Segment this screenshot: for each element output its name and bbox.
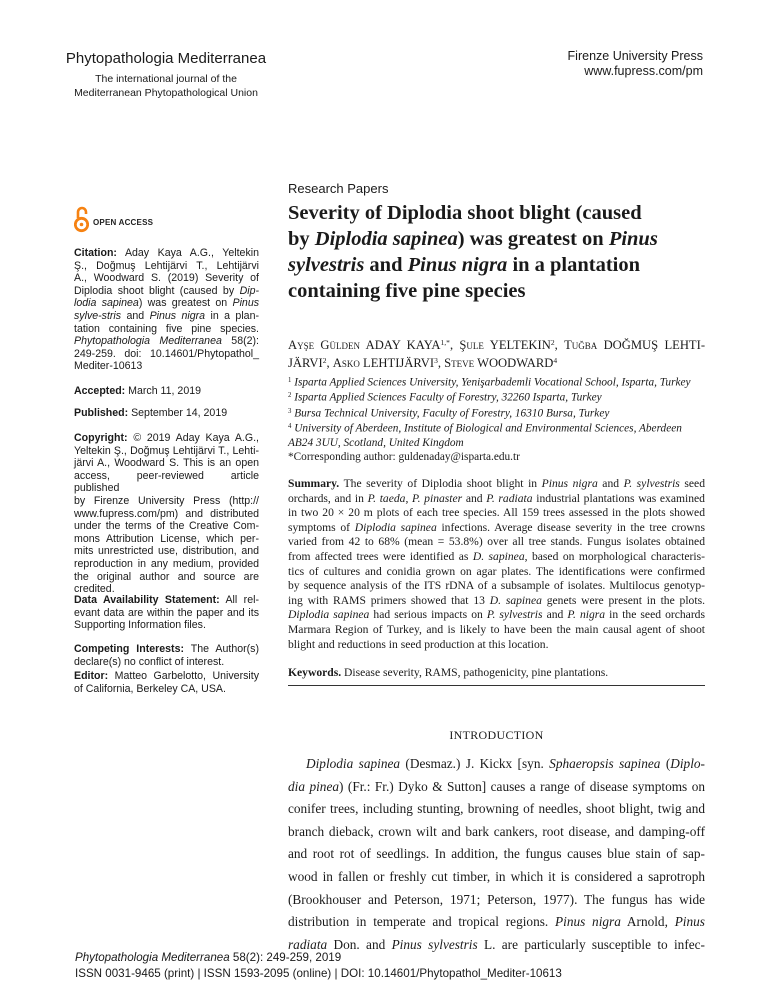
text-span: Arnold, xyxy=(620,914,675,930)
text-span: D. sapinea xyxy=(489,593,542,607)
text-span: (Brookhouser and Peterson, 1971; Peterson, 1977). The fungus has wide xyxy=(288,891,705,907)
journal-name: Phytopathologia Mediterranea xyxy=(65,50,267,67)
text-span: L. are particularly susceptible to infec- xyxy=(477,936,705,952)
text-span: Pinus nigra xyxy=(555,914,621,930)
text-span: Data Availability Statement: xyxy=(74,594,220,606)
text-span: Diplodia sapinea xyxy=(354,520,437,534)
text-span: sylvestris xyxy=(288,254,365,276)
text-span: DOĞMUŞ LEHTI- xyxy=(597,337,706,352)
text-line xyxy=(74,385,259,398)
text-span: Bursa Technical University, Faculty of Forestry, 16310 Bursa, Turkey xyxy=(291,407,610,420)
text-line xyxy=(288,200,718,226)
text-line xyxy=(74,470,259,495)
text-span: 1,* xyxy=(440,338,450,347)
data-availability xyxy=(74,594,259,632)
text-span: Steve xyxy=(444,355,475,370)
text-span: A., Woodward S. (2019) Severity of xyxy=(74,272,259,285)
text-span: Mediter-10613 xyxy=(74,360,143,373)
text-span: 249-259. doi: 10.14601/Phytopathol_ xyxy=(74,347,259,360)
text-line xyxy=(74,260,259,273)
text-span: mits unrestricted use, distribution, and xyxy=(74,545,259,558)
text-span: Pinus xyxy=(674,914,705,930)
text-line xyxy=(288,608,705,623)
text-span: had serious impacts on xyxy=(369,608,487,622)
text-span: Keywords. xyxy=(288,666,342,679)
text-span: ISSN 0031-9465 (print) | ISSN 1593-2095 (online) | DOI: 10.14601/Phytopathol_Mediter-10613 xyxy=(75,967,562,980)
text-span: järvi A., Woodward S. This is an open xyxy=(74,457,259,470)
text-line xyxy=(74,558,259,571)
text-span: Diplo- xyxy=(670,756,705,771)
text-span: reproduction in any medium, provided xyxy=(74,557,259,570)
summary xyxy=(288,477,705,652)
text-span: ( xyxy=(660,756,671,771)
text-line xyxy=(74,594,259,607)
text-span: Diplodia sapinea xyxy=(314,228,458,250)
text-span: University of Aberdeen, Institute of Biological and Environmental Sciences, Aberdeen xyxy=(291,422,682,435)
introduction-text xyxy=(288,753,705,956)
text-line xyxy=(288,335,705,353)
text-span: P. sylvestris xyxy=(486,608,543,622)
text-span: infections. Average disease severity in the tree crowns xyxy=(436,520,705,534)
text-span: P. nigra xyxy=(567,608,606,622)
text-line xyxy=(74,348,259,361)
journal-subtitle-line: The international journal of the xyxy=(95,73,237,85)
text-line xyxy=(75,950,562,966)
text-span: Summary. xyxy=(288,477,340,490)
text-line xyxy=(74,619,259,632)
text-line xyxy=(288,226,718,252)
text-line xyxy=(288,753,705,776)
text-line xyxy=(288,594,705,609)
text-span: by Firenze University Press (http:// xyxy=(74,494,259,507)
text-line xyxy=(74,335,259,348)
article-title xyxy=(288,200,718,304)
text-span: Phytopathologia Mediterranea xyxy=(75,951,230,964)
editor xyxy=(74,670,259,695)
text-span: All rel- xyxy=(219,594,259,606)
accepted-date xyxy=(74,385,259,398)
text-span: access, peer-reviewed article published xyxy=(74,469,259,495)
text-span: Ayşe Gülden xyxy=(288,337,360,352)
text-span: ) was greatest on xyxy=(138,297,233,310)
journal-subtitle xyxy=(40,72,292,100)
text-span: mons Attribution License, which per- xyxy=(74,532,259,545)
text-span: Isparta Applied Sciences Faculty of Forestry, 32260 Isparta, Turkey xyxy=(291,391,602,404)
text-span: WOODWARD xyxy=(474,355,554,370)
text-span: by sequence analysis of the ITS rDNA of a subsample of isolates. Multilocus genotyp- xyxy=(288,579,705,593)
text-span: © 2019 Aday Kaya A.G., xyxy=(127,432,259,444)
text-span: Accepted: xyxy=(74,385,126,397)
text-span: in the seed orchards xyxy=(605,608,705,622)
text-line xyxy=(288,436,705,450)
publisher-info xyxy=(568,49,703,79)
text-span: radiata xyxy=(288,936,328,952)
text-span: tation containing five pine species. xyxy=(74,322,259,335)
text-line xyxy=(74,683,259,696)
text-span: Diplodia shoot blight (caused by xyxy=(74,284,240,297)
text-span: Marmara Region of Turkey, and is likely to have been the main causal agent of shoot xyxy=(288,622,705,636)
text-line xyxy=(74,323,259,336)
text-span: Isparta Applied Sciences University, Yenişarbademli Vocational School, Isparta, Turkey xyxy=(291,376,691,389)
open-access-badge xyxy=(74,206,153,238)
text-line xyxy=(74,407,259,420)
text-line xyxy=(74,310,259,323)
text-span: containing five pine species xyxy=(288,280,526,302)
text-span: Supporting Information files. xyxy=(74,619,206,632)
text-span: March 11, 2019 xyxy=(125,385,201,397)
text-span: YELTEKIN xyxy=(483,337,551,352)
text-line xyxy=(288,405,705,420)
text-span: Pinus xyxy=(232,297,260,310)
text-span: Ş., Doğmuş Lehtijärvi T., Lehtijärvi xyxy=(74,259,259,272)
text-span: 3 xyxy=(288,407,292,415)
text-span: Aday Kaya A.G., Yeltekin xyxy=(116,247,259,259)
text-span: , xyxy=(326,355,333,370)
text-span: 3 xyxy=(434,355,438,365)
text-span: Copyright: xyxy=(74,432,128,444)
text-span: The severity of Diplodia shoot blight in xyxy=(339,477,542,490)
text-line xyxy=(288,666,705,680)
text-line xyxy=(288,889,705,912)
text-span: and xyxy=(121,309,150,322)
text-span: Diplodia sapinea xyxy=(306,756,401,771)
text-line xyxy=(74,297,259,310)
text-line xyxy=(288,776,705,799)
text-line xyxy=(74,445,259,458)
text-line xyxy=(288,623,705,638)
text-span: and xyxy=(364,254,408,276)
text-line xyxy=(288,506,705,521)
text-span: evant data are within the paper and its xyxy=(74,606,259,619)
text-line xyxy=(74,533,259,546)
text-span: from affected trees were identified as xyxy=(288,549,473,563)
text-span: LEHTIJÄRVI xyxy=(359,355,435,370)
divider xyxy=(288,685,705,686)
section-label: Research Papers xyxy=(288,181,389,196)
text-line xyxy=(288,374,705,389)
text-span: , xyxy=(554,337,565,352)
text-span: D. sapinea xyxy=(472,549,525,563)
text-span: and xyxy=(542,608,568,622)
text-span: , xyxy=(437,355,445,370)
text-span: Dip- xyxy=(239,284,259,297)
text-span: 2 xyxy=(322,355,327,365)
text-span: P. radiata xyxy=(486,491,533,505)
keywords xyxy=(288,666,705,680)
published-date xyxy=(74,407,259,420)
text-line xyxy=(288,420,705,435)
text-span: Citation: xyxy=(74,247,117,259)
publisher-name: Firenze University Press xyxy=(567,49,703,63)
text-span: 2 xyxy=(288,392,292,400)
citation xyxy=(74,247,259,373)
text-span: declare(s) no conflict of interest. xyxy=(74,655,225,668)
text-line xyxy=(288,353,705,371)
text-span: September 14, 2019 xyxy=(128,407,228,419)
text-line xyxy=(74,432,259,445)
text-span: distribution in temperate and tropical regions. xyxy=(288,914,555,930)
text-line xyxy=(288,911,705,934)
text-span: (Desmaz.) J. Kickx [syn. xyxy=(400,756,550,771)
text-line xyxy=(288,843,705,866)
text-line xyxy=(74,285,259,298)
text-span: tics of cultures and conidia grown on agar plates. The identifications were confirmed xyxy=(288,564,705,578)
text-span: credited. xyxy=(74,583,115,596)
text-span: Pinus nigra xyxy=(149,309,206,322)
affiliations xyxy=(288,374,705,464)
text-span: varied from 42 to 68% (mean = 53.8%) over all tree stands. Fungus isolates obtained xyxy=(288,535,705,549)
text-line xyxy=(288,866,705,889)
text-span: Asko xyxy=(332,355,360,370)
text-span: , based on morphological characteris- xyxy=(524,549,705,563)
text-line xyxy=(74,545,259,558)
text-span: AB24 3UU, Scotland, United Kingdom xyxy=(288,436,464,449)
text-span: www.fupress.com/pm) and distributed xyxy=(74,507,259,520)
text-span: and xyxy=(462,491,487,505)
text-span: seed xyxy=(679,477,705,490)
text-line xyxy=(288,821,705,844)
text-span: and xyxy=(597,477,624,490)
text-line xyxy=(288,798,705,821)
text-span: conifer trees, including stunting, browning of needles, shoot blight, twig and xyxy=(288,801,705,817)
text-span: JÄRVI xyxy=(288,355,323,370)
text-span: under the terms of the Creative Com- xyxy=(74,520,259,533)
text-span: P. taeda, P. pinaster xyxy=(367,491,463,505)
text-line xyxy=(288,638,705,653)
text-span: , xyxy=(449,337,460,352)
text-line xyxy=(74,643,259,656)
text-span: Pinus sylvestris xyxy=(391,936,478,952)
text-span: 2 xyxy=(550,338,555,347)
text-span: ) was greatest on xyxy=(457,228,609,250)
text-span: Pinus nigra xyxy=(407,254,508,276)
text-span: Diplodia sapinea xyxy=(288,608,370,622)
text-span: Pinus xyxy=(608,228,658,250)
competing-interests xyxy=(74,643,259,668)
text-span: industrial plantations was examined xyxy=(532,491,705,505)
text-line xyxy=(74,571,259,584)
text-span: Competing Interests: xyxy=(74,643,184,655)
text-span: Disease severity, RAMS, pathogenicity, pine plantations. xyxy=(341,666,609,679)
text-line xyxy=(288,278,718,304)
open-access-label: OPEN ACCESS xyxy=(93,217,154,227)
text-span: 4 xyxy=(288,423,292,431)
text-line xyxy=(74,272,259,285)
text-line xyxy=(74,508,259,521)
text-span: Published: xyxy=(74,407,129,419)
text-line xyxy=(74,457,259,470)
text-span: dia pinea xyxy=(288,778,339,794)
text-span: genets were present in the plots. xyxy=(541,593,705,607)
text-span: in a plan- xyxy=(205,309,259,322)
text-line xyxy=(288,550,705,565)
text-span: by xyxy=(288,228,315,250)
text-span: Yeltekin Ş., Doğmuş Lehtijärvi T., Lehti- xyxy=(74,444,259,457)
text-span: 1 xyxy=(288,377,292,384)
text-line xyxy=(74,495,259,508)
open-access-lock-icon xyxy=(74,206,89,238)
text-span: orchards, and in xyxy=(288,491,368,505)
text-span: Phytopathologia Mediterranea xyxy=(74,335,222,348)
text-span: sylve-stris xyxy=(74,309,122,322)
text-span: *Corresponding author: guldenaday@isparta.edu.tr xyxy=(288,450,520,463)
text-line xyxy=(74,607,259,620)
text-line xyxy=(288,579,705,594)
text-line xyxy=(74,670,259,683)
text-line xyxy=(288,389,705,404)
text-line xyxy=(288,450,705,464)
text-span: the original author and source are xyxy=(74,570,259,583)
text-span: Editor: xyxy=(74,670,109,682)
text-span: Don. and xyxy=(327,936,392,952)
footer xyxy=(75,950,562,982)
text-span: Tuğba xyxy=(564,337,598,352)
publisher-url[interactable]: www.fupress.com/pm xyxy=(584,64,703,78)
text-span: ) (Fr.: Fr.) Dyko & Sutton] causes a range of disease symptoms on xyxy=(339,778,705,794)
text-line xyxy=(74,520,259,533)
text-span: The Author(s) xyxy=(183,643,259,655)
text-line xyxy=(74,247,259,260)
text-line xyxy=(288,492,705,507)
text-span: Sphaeropsis sapinea xyxy=(549,756,661,771)
text-line xyxy=(288,565,705,580)
text-span: and root rot of seedlings. In addition, the fungus causes blue stain of sap- xyxy=(288,846,705,862)
text-span: lodia sapinea xyxy=(74,297,139,310)
text-span: Severity of Diplodia shoot blight (caused xyxy=(288,202,642,224)
text-span: branch dieback, crown wilt and bark cankers, root disease, and damping-off xyxy=(288,823,705,839)
text-line xyxy=(288,477,705,492)
text-span: ADAY KAYA xyxy=(360,337,441,352)
text-line xyxy=(288,252,718,278)
journal-subtitle-line: Mediterranean Phytopathological Union xyxy=(74,87,258,99)
text-line xyxy=(74,360,259,373)
text-span: Matteo Garbelotto, University xyxy=(108,670,259,682)
text-span: Şule xyxy=(459,337,484,352)
text-span: blight and reductions in seed production at this location. xyxy=(288,637,549,651)
text-span: in two 20 × 20 m plots of each tree species. All 159 trees assessed in the plots showed xyxy=(288,506,705,520)
text-span: 4 xyxy=(553,355,558,365)
text-span: Pinus nigra xyxy=(541,477,598,490)
text-line xyxy=(288,535,705,550)
text-span: ing with RAMS primers showed that 13 xyxy=(288,593,490,607)
copyright xyxy=(74,432,259,596)
text-span: in a plantation xyxy=(507,254,641,276)
text-span: wood in fallen or freshly cut timber, in which it is considered a saprotroph xyxy=(288,868,705,884)
text-line xyxy=(75,966,562,982)
text-span: symptoms of xyxy=(288,520,355,534)
authors xyxy=(288,335,705,371)
text-span: 58(2): xyxy=(221,335,259,348)
text-line xyxy=(74,656,259,669)
text-span: P. sylvestris xyxy=(623,477,680,490)
text-span: of California, Berkeley CA, USA. xyxy=(74,682,226,695)
section-heading: INTRODUCTION xyxy=(449,728,544,742)
text-line xyxy=(288,521,705,536)
text-span: 58(2): 249-259, 2019 xyxy=(229,951,342,964)
